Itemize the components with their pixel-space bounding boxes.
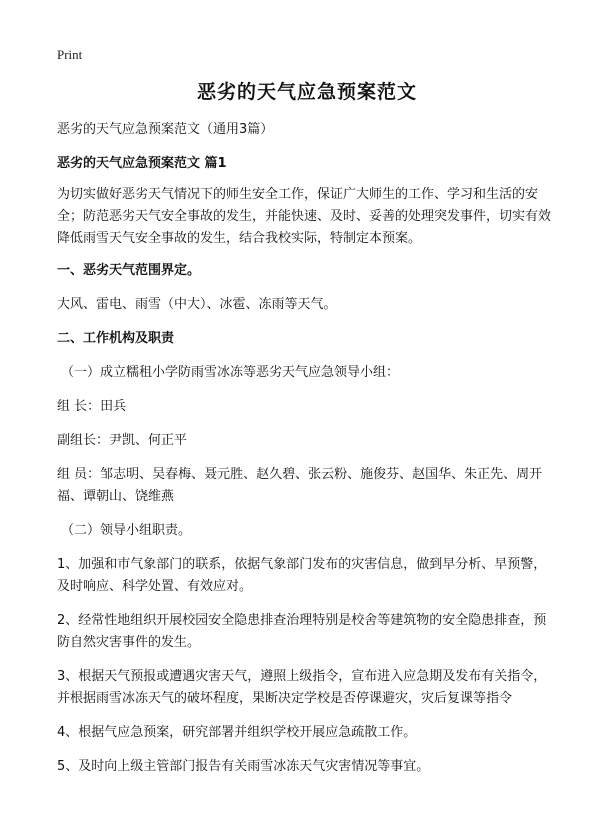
document-page [57,78,557,790]
subheading-group: （一）成立糯租小学防雨雪冰冻等恶劣天气应急领导小组： [61,365,400,380]
intro-paragraph: 为切实做好恶劣天气情况下的师生安全工作，保证广大师生的工作、学习和生活的安全；防范恶劣天气安全事故的发生，并能快速、及时、妥善的处理突发事件，切实有效降低雨雪天气安全事故的发生，结合我校实际，特制定本预案。 [57,187,552,246]
group-vice-leader: 副组长：尹凯、何正平 [57,433,188,448]
heading-scope: 一、恶劣天气范围界定。 [57,263,201,278]
section-title: 恶劣的天气应急预案范文 篇1 [57,156,227,171]
heading-organization: 二、工作机构及职责 [57,331,175,346]
print-link[interactable]: Print [57,47,83,62]
duty-item: 1、加强和市气象部门的联系，依据气象部门发布的灾害信息，做到早分析、早预警，及时响应、科学处置、有效应对。 [57,557,547,594]
duty-item: 2、经常性地组织开展校园安全隐患排查治理特别是校舍等建筑物的安全隐患排查，预防自然灾害事件的发生。 [57,613,547,650]
group-leader: 组 长：田兵 [57,399,127,414]
duty-item: 3、根据天气预报或遭遇灾害天气，遵照上级指令，宣布进入应急期及发布有关指令，并根据雨雪冰冻天气的破坏程度，果断决定学校是否停课避灾，灾后复课等指令 [57,669,547,706]
duty-item: 4、根据气应急预案，研究部署并组织学校开展应急疏散工作。 [57,725,417,740]
page-title: 恶劣的天气应急预案范文 [196,81,417,103]
document-subtitle: 恶劣的天气应急预案范文（通用3篇） [57,122,274,137]
group-members: 组 员：邹志明、吴春梅、聂元胜、赵久碧、张云粉、施俊芬、赵国华、朱正先、周开福、谭朝山、饶维燕 [57,467,543,504]
subheading-duties: （二）领导小组职责。 [61,523,192,538]
scope-paragraph: 大风、雷电、雨雪（中大）、冰雹、冻雨等天气。 [57,297,337,312]
duty-item: 5、及时向上级主管部门报告有关雨雪冰冻天气灾害情况等事宜。 [57,759,430,774]
